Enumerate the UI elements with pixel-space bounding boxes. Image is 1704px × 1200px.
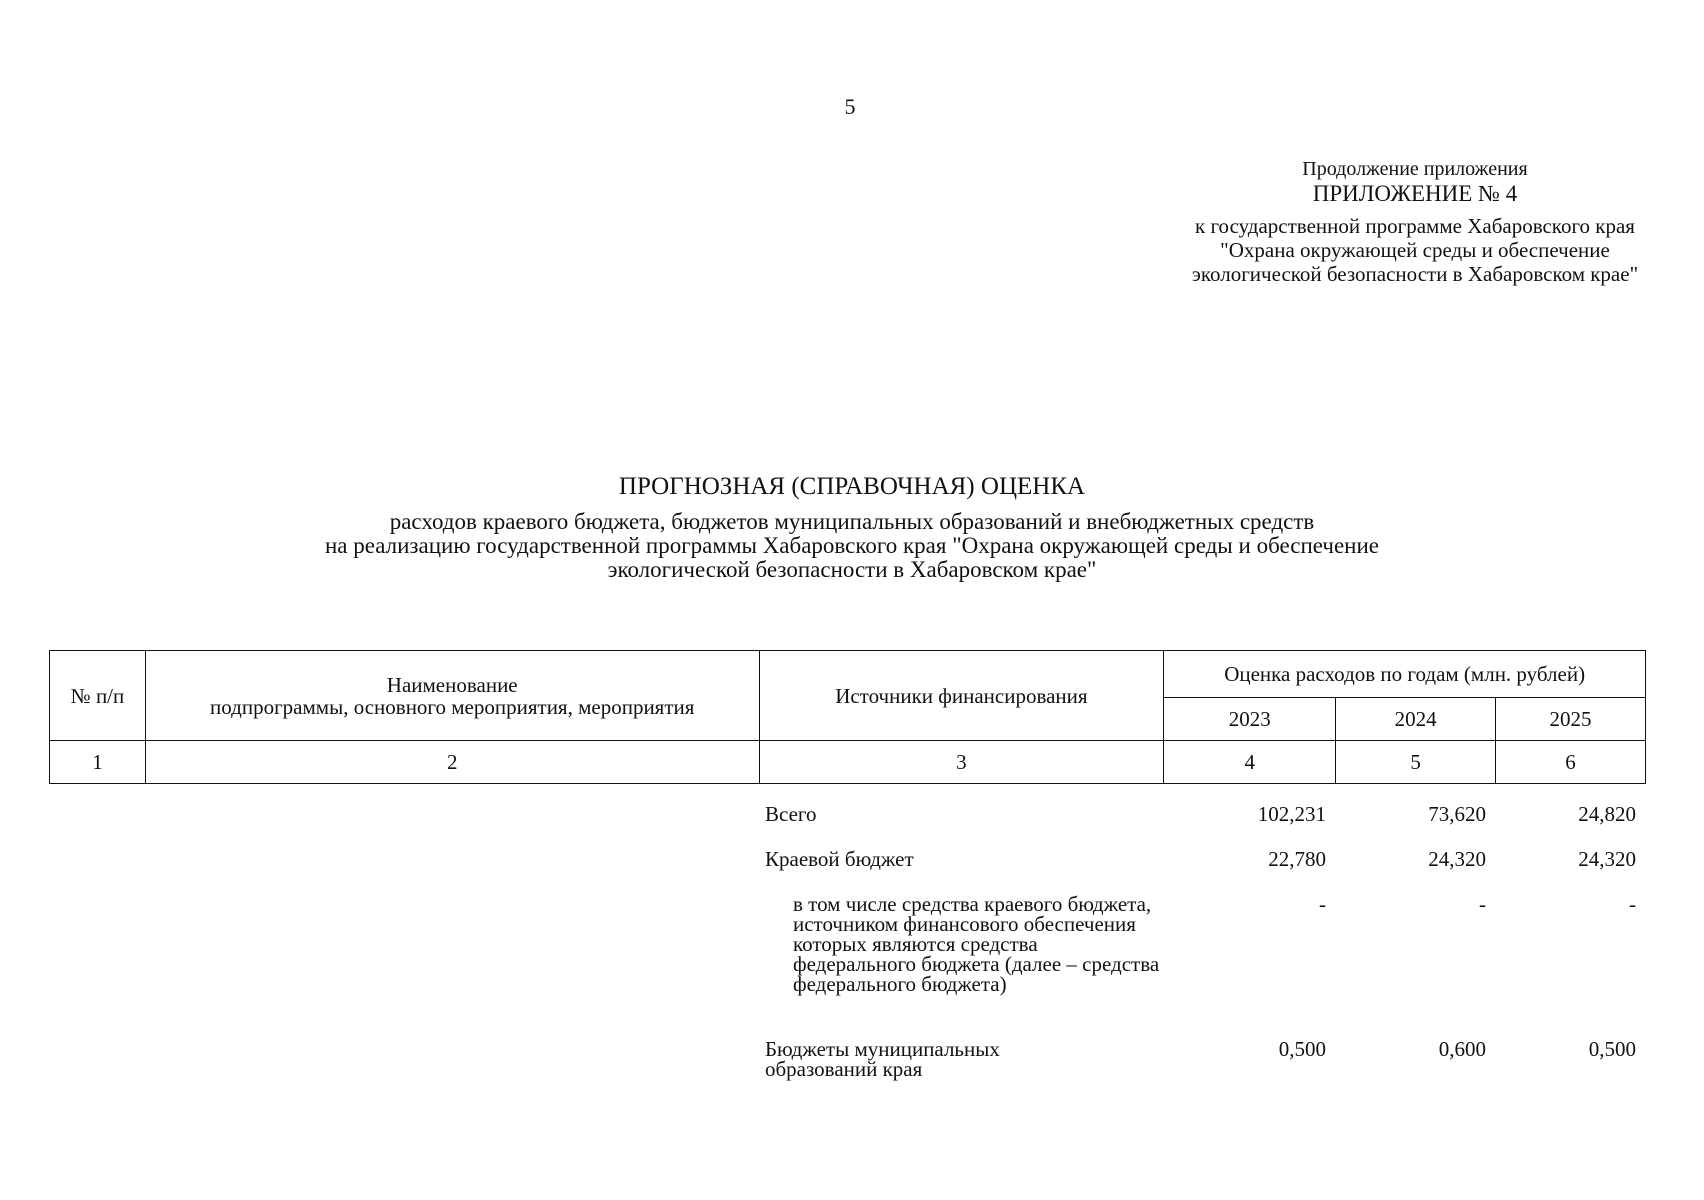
header-estimate-label: Оценка расходов по годам (млн. рублей)	[1224, 662, 1586, 686]
row-value-2025: 0,500	[1588, 1037, 1636, 1061]
column-number-1: 1	[50, 741, 146, 784]
row-value-2023: -	[1319, 892, 1326, 916]
header-year-2025: 2025	[1496, 698, 1646, 741]
subtitle-line: экологической безопасности в Хабаровском крае"	[607, 557, 1097, 582]
header-name-line1: Наименование	[386, 672, 518, 697]
row-value-2025: -	[1629, 892, 1636, 916]
row-value-2024: 0,600	[1438, 1037, 1486, 1061]
subtitle-line: расходов краевого бюджета, бюджетов муниципальных образований и внебюджетных средств	[389, 509, 1315, 534]
appendix-continuation: Продолжение приложения	[1302, 158, 1528, 180]
row-value-2023: 102,231	[1257, 802, 1326, 826]
header-name-line2: подпрограммы, основного мероприятия, мероприятия	[210, 694, 695, 719]
row-source: Краевой бюджет	[765, 847, 914, 871]
header-year-2023: 2023	[1164, 698, 1336, 741]
subtitle-line: на реализацию государственной программы Хабаровского края "Охрана окружающей среды и обеспечение	[324, 533, 1380, 558]
page-number: 5	[844, 94, 856, 119]
appendix-program-ref: к государственной программе Хабаровского края "Охрана окружающей среды и обеспечение экологической безопасности в Хабаровском крае"	[1191, 214, 1639, 286]
row-source: в том числе средства краевого бюджета, источником финансового обеспечения которых являются средства федерального бюджета (далее – средства федерального бюджета)	[793, 892, 1160, 996]
row-value-2025: 24,820	[1578, 802, 1636, 826]
header-year-2024: 2024	[1336, 698, 1496, 741]
row-value-2025: 24,320	[1578, 847, 1636, 871]
column-number-4: 4	[1164, 741, 1336, 784]
row-source: Бюджеты муниципальных образований края	[765, 1037, 1000, 1081]
appendix-number: ПРИЛОЖЕНИЕ № 4	[1312, 181, 1518, 206]
row-value-2023: 0,500	[1278, 1037, 1326, 1061]
column-number-2: 2	[145, 741, 759, 784]
column-number-3: 3	[759, 741, 1164, 784]
row-source: Всего	[765, 802, 817, 826]
header-number-label: № п/п	[70, 683, 125, 708]
header-source-label: Источники финансирования	[835, 683, 1088, 708]
row-value-2023: 22,780	[1268, 847, 1326, 871]
column-number-6: 6	[1496, 741, 1646, 784]
column-number-5: 5	[1336, 741, 1496, 784]
row-value-2024: -	[1479, 892, 1486, 916]
row-value-2024: 73,620	[1428, 802, 1486, 826]
document-title: ПРОГНОЗНАЯ (СПРАВОЧНАЯ) ОЦЕНКА	[618, 473, 1086, 500]
row-value-2024: 24,320	[1428, 847, 1486, 871]
